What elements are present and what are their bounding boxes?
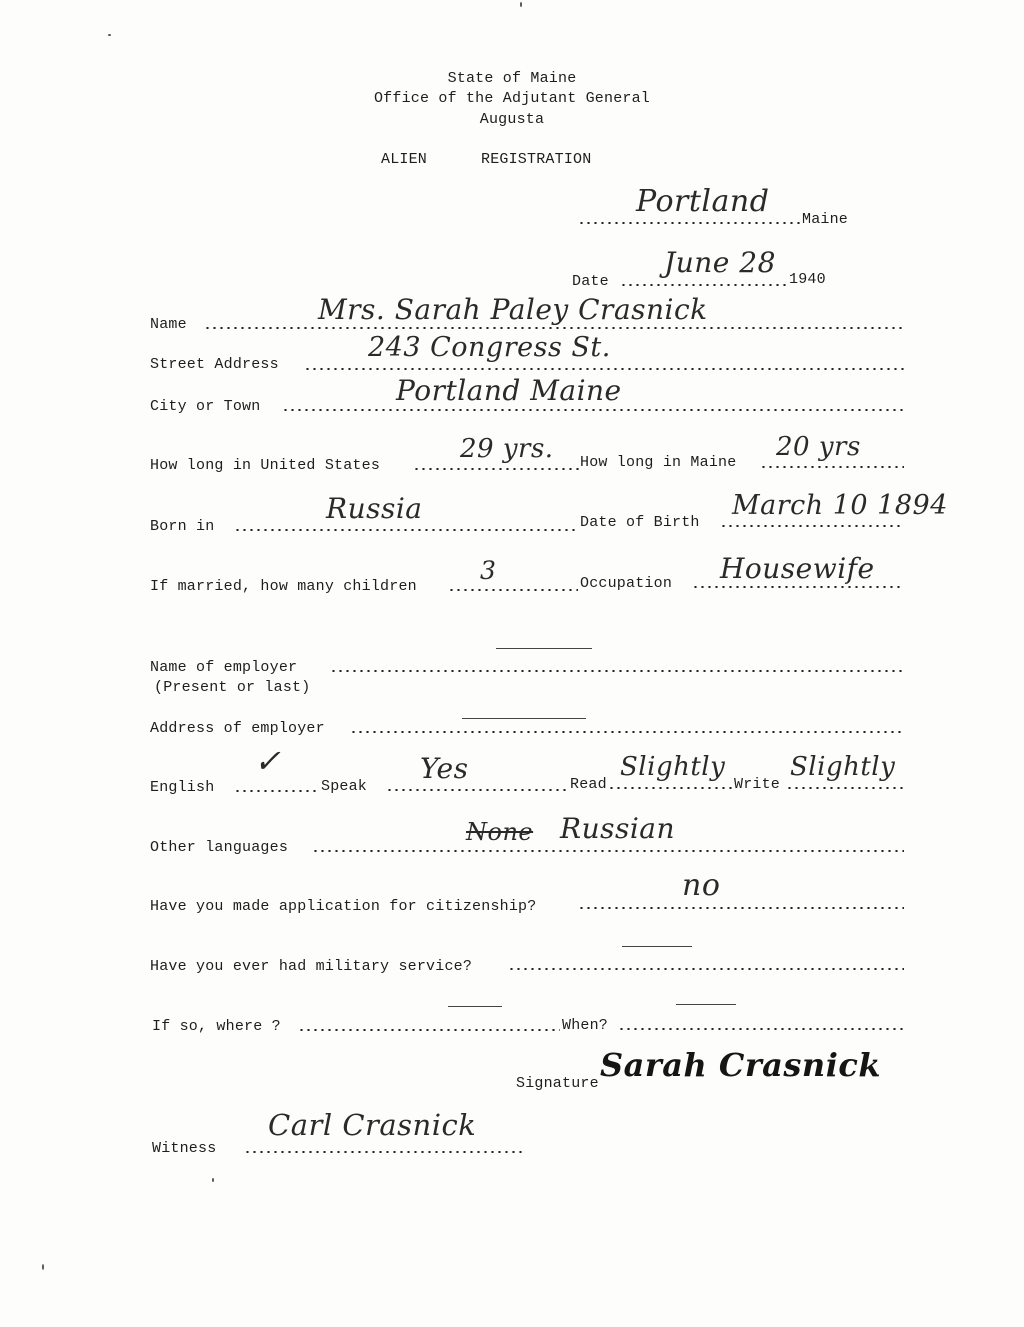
blank-dash	[462, 718, 586, 719]
employer-address-dots	[350, 731, 904, 733]
english-check: ✓	[254, 742, 282, 780]
header-state: State of Maine	[447, 70, 577, 87]
children-label: If married, how many children	[150, 578, 417, 595]
scan-speck	[108, 34, 111, 36]
maine-years-value: 20 yrs	[776, 432, 861, 462]
occupation-value: Housewife	[720, 552, 875, 585]
where-label: If so, where ?	[152, 1018, 281, 1035]
title-alien: ALIEN	[381, 151, 428, 168]
english-dots	[234, 790, 318, 792]
witness-label: Witness	[152, 1140, 217, 1157]
other-languages-struck: None	[466, 818, 534, 846]
employer-dots	[330, 670, 904, 672]
street-value: 243 Congress St.	[368, 332, 611, 363]
other-languages-label: Other languages	[150, 839, 289, 856]
speak-label: Speak	[321, 778, 368, 795]
write-label: Write	[734, 776, 781, 793]
scan-speck	[212, 1178, 214, 1182]
dob-dots	[720, 525, 904, 527]
title-registration: REGISTRATION	[481, 151, 592, 168]
when-dots	[618, 1028, 904, 1030]
street-label: Street Address	[150, 356, 279, 373]
write-dots	[786, 787, 904, 789]
date-label: Date	[572, 273, 609, 290]
read-dots	[608, 787, 732, 789]
signature-value: Sarah Crasnick	[600, 1046, 881, 1084]
city-value: Portland Maine	[396, 374, 622, 407]
street-dots	[304, 368, 904, 370]
english-label: English	[150, 779, 215, 796]
maine-years-dots	[760, 466, 904, 468]
speak-value: Yes	[420, 752, 469, 785]
military-label: Have you ever had military service?	[150, 958, 473, 975]
employer-address-label: Address of employer	[150, 720, 325, 737]
scan-speck	[520, 2, 522, 7]
city-dots	[282, 409, 904, 411]
citizenship-value: no	[682, 868, 721, 903]
header-office: Office of the Adjutant General	[373, 90, 651, 107]
header-city: Augusta	[479, 111, 545, 128]
us-years-value: 29 yrs.	[460, 434, 554, 464]
employer-sublabel: (Present or last)	[154, 679, 311, 696]
city-label: City or Town	[150, 398, 261, 415]
place-suffix: Maine	[802, 211, 849, 228]
us-years-label: How long in United States	[150, 457, 381, 474]
read-value: Slightly	[620, 752, 726, 782]
born-value: Russia	[326, 492, 423, 525]
maine-years-label: How long in Maine	[580, 454, 737, 471]
where-dots	[298, 1029, 560, 1031]
employer-label: Name of employer	[150, 659, 298, 676]
name-dots	[204, 327, 904, 329]
blank-dash	[622, 946, 692, 947]
read-label: Read	[570, 776, 607, 793]
date-value: June 28	[664, 246, 776, 279]
speak-dots	[386, 789, 568, 791]
occupation-label: Occupation	[580, 575, 673, 592]
signature-label: Signature	[516, 1075, 599, 1092]
witness-dots	[244, 1151, 526, 1153]
citizenship-label: Have you made application for citizenship?	[150, 898, 537, 915]
us-years-dots	[413, 468, 579, 470]
military-dots	[508, 968, 904, 970]
dob-label: Date of Birth	[580, 514, 700, 531]
children-value: 3	[480, 556, 497, 585]
date-dots	[620, 284, 788, 286]
date-year: 1940	[789, 271, 826, 288]
name-value: Mrs. Sarah Paley Crasnick	[318, 293, 708, 326]
occupation-dots	[692, 586, 904, 588]
other-languages-dots	[312, 850, 904, 852]
name-label: Name	[150, 316, 187, 333]
blank-dash	[676, 1004, 736, 1005]
citizenship-dots	[578, 907, 904, 909]
witness-value: Carl Crasnick	[268, 1108, 477, 1142]
write-value: Slightly	[790, 752, 896, 782]
blank-dash	[448, 1006, 502, 1007]
scan-speck	[42, 1264, 44, 1270]
other-languages-value: Russian	[560, 812, 676, 845]
born-label: Born in	[150, 518, 215, 535]
born-dots	[234, 529, 578, 531]
blank-dash	[496, 648, 592, 649]
place-value: Portland	[636, 184, 770, 219]
children-dots	[448, 589, 578, 591]
place-dots	[578, 222, 800, 224]
dob-value: March 10 1894	[732, 490, 948, 521]
when-label: When?	[562, 1017, 609, 1034]
